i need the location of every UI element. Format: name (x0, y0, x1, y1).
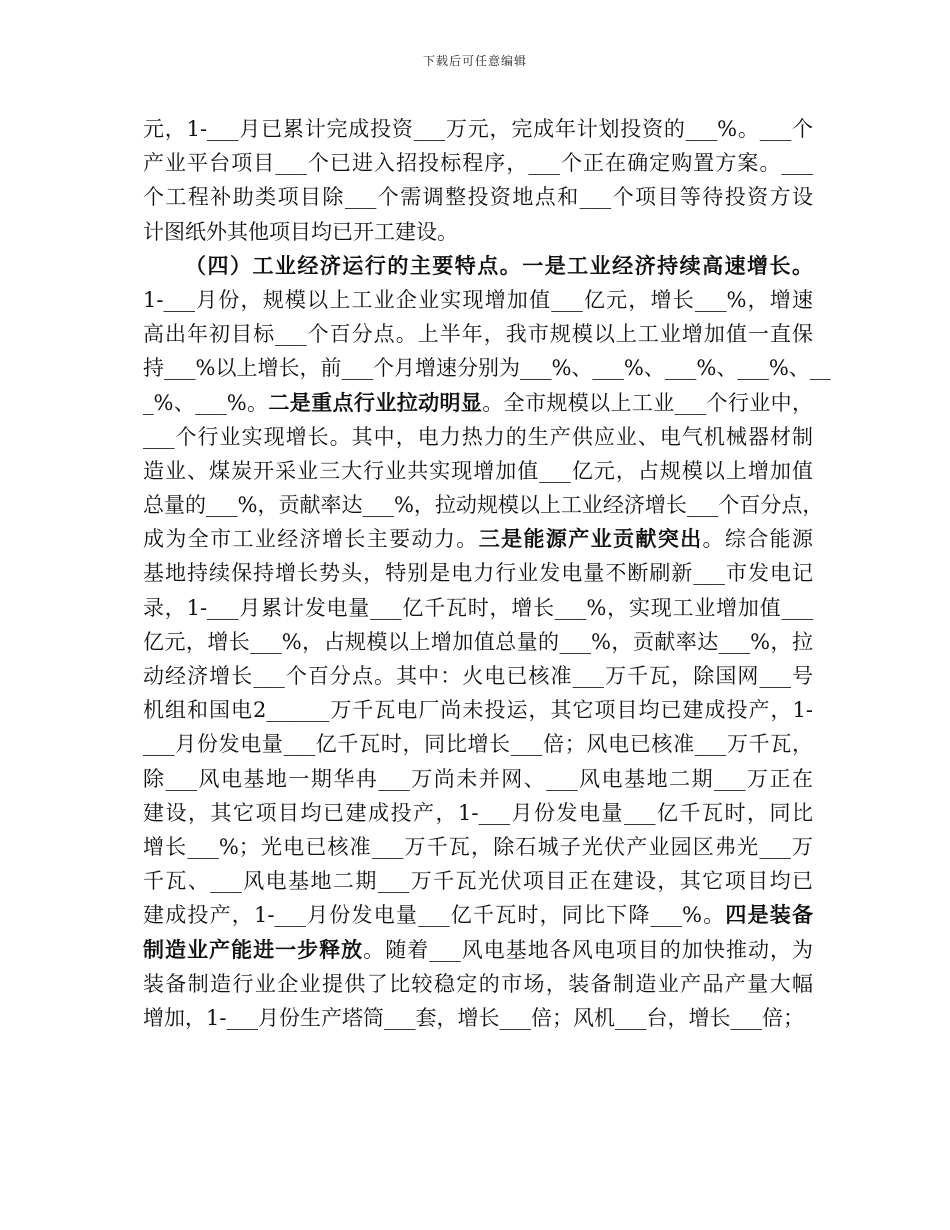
text-run: 。综合能源 (702, 527, 814, 552)
text-run: ___个行业实现增长。其中，电力热力的生产供应业、电气机械器材制 (143, 424, 813, 449)
text-line (143, 146, 813, 180)
text-run: 。随着___风电基地各风电项目的加快推动，为 (363, 937, 813, 962)
text-run: 基地持续保持增长势头，特别是电力行业发电量不断刷新___市发电记 (143, 561, 813, 586)
text-run: 录，1-___月累计发电量___亿千瓦时，增长___%，实现工业增加值___ (143, 595, 813, 620)
text-line (143, 112, 813, 146)
text-run: 千瓦、___风电基地二期___万千瓦光伏项目正在建设，其它项目均已 (143, 869, 813, 894)
text-run: 增长___%；光电已核准___万千瓦，除石城子光伏产业园区弗光___万 (143, 834, 813, 859)
text-run: 机组和国电2______万千瓦电厂尚未投运，其它项目均已建成投产，1- (143, 698, 813, 723)
text-line (143, 283, 813, 317)
text-run: 持___%以上增长，前___个月增速分别为___%、___%、___%、___%、__ (143, 356, 831, 381)
text-line (143, 693, 813, 727)
bold-text-run: 四是装备 (725, 902, 813, 928)
document-body (143, 112, 831, 1035)
text-line (143, 830, 813, 864)
text-run: 产业平台项目___个已进入招投标程序，___个正在确定购置方案。___ (143, 151, 813, 176)
text-line (143, 351, 831, 385)
text-run: 除___风电基地一期华冉___万尚未并网、___风电基地二期___万正在 (143, 766, 813, 791)
bold-text-run: 三是能源产业贡献突出 (478, 526, 703, 552)
text-line (143, 1001, 813, 1035)
text-run: 个工程补助类项目除___个需调整投资地点和___个项目等待投资方设 (143, 185, 813, 210)
text-run: 造业、煤炭开采业三大行业共实现增加值___亿元，占规模以上增加值 (143, 458, 813, 483)
text-run: 增加，1-___月份生产塔筒___套，增长___倍；风机___台，增长___倍； (143, 1005, 804, 1030)
text-run: ___月份发电量___亿千瓦时，同比增长___倍；风电已核准___万千瓦， (143, 732, 813, 757)
text-run: 成为全市工业经济增长主要动力。 (143, 527, 479, 552)
text-run: 建设，其它项目均已建成投产，1-___月份发电量___亿千瓦时，同比 (143, 800, 813, 825)
text-line (143, 591, 813, 625)
text-line (143, 659, 813, 693)
text-line (143, 488, 824, 522)
text-line (143, 522, 813, 556)
text-line (143, 933, 813, 967)
page-header: 下载后可任意编辑 (422, 54, 527, 68)
text-line (143, 180, 813, 214)
text-line (143, 215, 813, 249)
text-line (143, 420, 813, 454)
text-run: 装备制造行业企业提供了比较稳定的市场，装备制造业产品产量大幅 (143, 971, 813, 996)
text-run: 元，1-___月已累计完成投资___万元，完成年计划投资的___%。___个 (143, 117, 813, 141)
text-run: 建成投产，1-___月份发电量___亿千瓦时，同比下降___%。 (143, 903, 726, 928)
text-line (143, 967, 813, 1001)
bold-text-run: （四）工业经济运行的主要特点。一是工业经济持续高速增长。 (185, 252, 813, 278)
text-run: _%、___%。 (143, 390, 269, 415)
text-run: 动经济增长___个百分点。其中：火电已核准___万千瓦，除国网___号 (143, 664, 813, 688)
bold-text-run: 二是重点行业拉动明显 (268, 389, 483, 415)
text-line (143, 249, 813, 283)
text-line (143, 762, 813, 796)
text-run: 总量的___%，贡献率达___%，拉动规模以上工业经济增长___个百分点， (143, 493, 824, 518)
text-run: 1-___月份，规模以上工业企业实现增加值___亿元，增长___%，增速 (143, 287, 813, 312)
text-line (143, 317, 813, 351)
text-run: 。全市规模以上工业___个行业中， (482, 390, 813, 415)
text-line (143, 454, 813, 488)
text-run: 高出年初目标___个百分点。上半年，我市规模以上工业增加值一直保 (143, 322, 813, 347)
text-line (143, 898, 813, 932)
text-line (143, 796, 813, 830)
text-line (143, 386, 813, 420)
text-line (143, 625, 813, 659)
text-line (143, 864, 813, 898)
bold-text-run: 制造业产能进一步释放 (143, 936, 364, 962)
text-line (143, 727, 813, 761)
text-line (143, 556, 813, 590)
text-run: 亿元，增长___%，占规模以上增加值总量的___%，贡献率达___%，拉 (143, 629, 813, 654)
text-run: 计图纸外其他项目均已开工建设。 (143, 219, 458, 244)
